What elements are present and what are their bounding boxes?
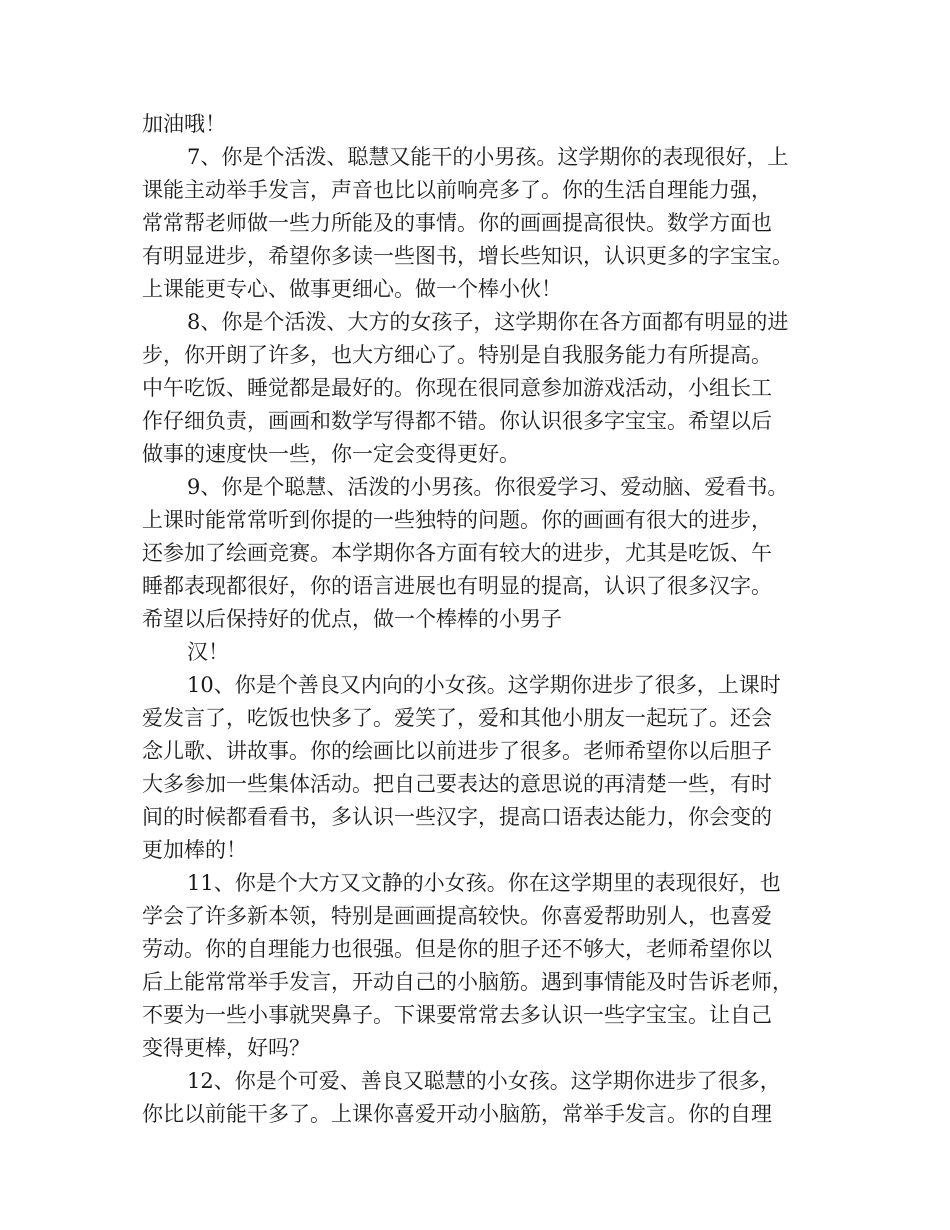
paragraph-first-line: 12、你是个可爱、善良又聪慧的小女孩。这学期你进步了很多， bbox=[187, 1069, 781, 1093]
text-line: 课能主动举手发言，声音也比以前响亮多了。你的生活自理能力强， bbox=[142, 178, 772, 202]
text-line: 变得更棒，好吗？ bbox=[142, 1036, 310, 1060]
text-line: 上课能更专心、做事更细心。做一个棒小伙！ bbox=[142, 277, 562, 301]
text-line: 睡都表现都很好，你的语言进展也有明显的提高，认识了很多汉字。 bbox=[142, 574, 772, 598]
paragraph-first-line: 11、你是个大方又文静的小女孩。你在这学期里的表现很好，也 bbox=[187, 871, 781, 895]
paragraph-first-line: 8、你是个活泼、大方的女孩子，这学期你在各方面都有明显的进 bbox=[187, 310, 789, 334]
text-line: 间的时候都看看书，多认识一些汉字，提高口语表达能力，你会变的 bbox=[142, 805, 772, 829]
text-line: 后上能常常举手发言，开动自己的小脑筋。遇到事情能及时告诉老师， bbox=[142, 970, 793, 994]
text-line: 希望以后保持好的优点，做一个棒棒的小男子 bbox=[142, 607, 562, 631]
text-line: 学会了许多新本领，特别是画画提高较快。你喜爱帮助别人，也喜爱 bbox=[142, 904, 772, 928]
text-line: 爱发言了，吃饭也快多了。爱笑了，爱和其他小朋友一起玩了。还会 bbox=[142, 706, 772, 730]
paragraph-first-line: 9、你是个聪慧、活泼的小男孩。你很爱学习、爱动脑、爱看书。 bbox=[187, 475, 789, 499]
text-line: 做事的速度快一些，你一定会变得更好。 bbox=[142, 442, 520, 466]
text-line: 步，你开朗了许多，也大方细心了。特别是自我服务能力有所提高。 bbox=[142, 343, 772, 367]
text-line: 汉！ bbox=[187, 640, 229, 664]
paragraph-first-line: 7、你是个活泼、聪慧又能干的小男孩。这学期你的表现很好，上 bbox=[187, 145, 789, 169]
text-line: 作仔细负责，画画和数学写得都不错。你认识很多字宝宝。希望以后 bbox=[142, 409, 772, 433]
text-line: 常常帮老师做一些力所能及的事情。你的画画提高很快。数学方面也 bbox=[142, 211, 772, 235]
text-line: 更加棒的！ bbox=[142, 838, 247, 862]
text-line: 念儿歌、讲故事。你的绘画比以前进步了很多。老师希望你以后胆子 bbox=[142, 739, 772, 763]
text-line: 劳动。你的自理能力也很强。但是你的胆子还不够大，老师希望你以 bbox=[142, 937, 772, 961]
text-line: 你比以前能干多了。上课你喜爱开动小脑筋，常举手发言。你的自理 bbox=[142, 1102, 772, 1126]
text-line: 有明显进步，希望你多读一些图书，增长些知识，认识更多的字宝宝。 bbox=[142, 244, 793, 268]
text-line: 不要为一些小事就哭鼻子。下课要常常去多认识一些字宝宝。让自己 bbox=[142, 1003, 772, 1027]
paragraph-first-line: 10、你是个善良又内向的小女孩。这学期你进步了很多，上课时 bbox=[187, 673, 781, 697]
text-line: 还参加了绘画竞赛。本学期你各方面有较大的进步，尤其是吃饭、午 bbox=[142, 541, 772, 565]
text-line: 中午吃饭、睡觉都是最好的。你现在很同意参加游戏活动，小组长工 bbox=[142, 376, 772, 400]
text-line: 大多参加一些集体活动。把自己要表达的意思说的再清楚一些，有时 bbox=[142, 772, 772, 796]
text-line: 上课时能常常听到你提的一些独特的问题。你的画画有很大的进步， bbox=[142, 508, 772, 532]
text-line: 加油哦！ bbox=[142, 112, 226, 136]
